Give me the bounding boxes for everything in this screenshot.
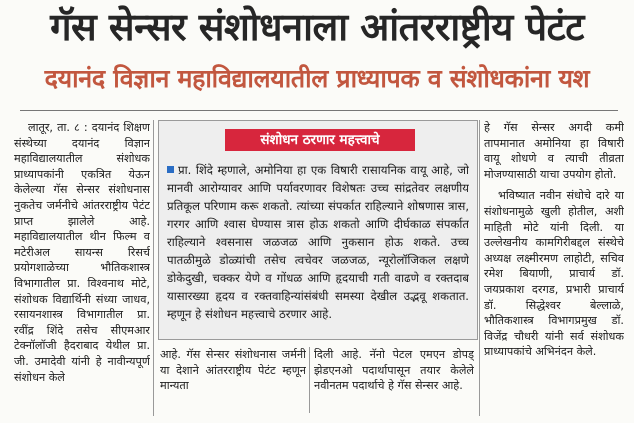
article-bottom-right <box>314 347 474 413</box>
right-para-2: भविष्यात नवीन संधोचे दारे या संशोधनामुळे खुली होतील, अशी माहिती मोटे यांनी दिली. या उल्लेखनीय कामगिरीबद्दल संस्थेचे अध्यक्ष लक्ष्मीरमण लाहोटी, सचिव रमेश बियाणी, प्राचार्य डॉ. जयप्रकाश दरगड, प्रभारी प्राचार्य डॉ. सिद्धेश्वर बेल्लाळे, भौतिकशास्त्र विभागप्रमुख डॉ. विजेंद्र चौधरी यांनी सर्व संशोधक प्राध्यापकांचे अभिनंदन केले. <box>484 189 624 359</box>
bottom-left-text: आहे. गॅस सेन्सर संशोधनास जर्मनी या देशाने आंतरराष्ट्रीय पेटंट म्हणून मान्यता <box>160 348 306 393</box>
article-right-column <box>484 120 624 416</box>
box-text <box>167 161 469 333</box>
article-left-column <box>14 120 150 416</box>
article-bottom-left <box>160 347 306 413</box>
left-column-text: लातूर, ता. ८ : दयानंद शिक्षण संस्थेच्या दयानंद विज्ञान महाविद्यालयातील संशोधक प्राध्यापकांनी एकत्रित येऊन केलेल्या गॅस सेन्सर संशोधनास नुकतेच जर्मनीचे आंतरराष्ट्रीय पेटंट प्राप्त झालेले आहे. महाविद्यालयातील थीन फिल्म व मटेरीअल सायन्स रिसर्च प्रयोगशाळेच्या भौतिकशास्त्र विभागातील प्रा. विश्वनाथ मोटे, संशोधक विद्यार्थिनी संध्या जाधव, रसायनशास्त्र विभागातील प्रा. रवींद्र शिंदे तसेच सीएमआर टेक्नॉलॉजी हैदराबाद येथील प्रा. जी. उमादेवी यांनी हे नावीन्यपूर्ण संशोधन केले <box>14 121 150 384</box>
divider <box>20 110 618 111</box>
column-divider <box>309 347 310 413</box>
box-title: संशोधन ठरणार महत्त्वाचे <box>225 129 415 151</box>
column-divider <box>153 120 154 416</box>
column-divider <box>479 120 480 416</box>
headline: गॅस सेन्सर संशोधनाला आंतरराष्ट्रीय पेटंट <box>50 5 584 49</box>
bottom-right-text: दिली आहे. नॅनो पेटल एमएन डोपड् झेडएनओ पदार्थापासून तयार केलेले नवीनतम पदार्थाचे हे गॅस सेन्सर आहे. <box>314 348 474 393</box>
right-para-1: हे गॅस सेन्सर अगदी कमी तापमानात अमोनिया हा विषारी वायू शोधणे व त्याची तीव्रता मोजण्यासाठी याचा उपयोग होतो. <box>484 121 624 181</box>
highlight-box <box>158 120 478 340</box>
bullet-icon <box>167 166 174 173</box>
subheadline: दयानंद विज्ञान महाविद्यालयातील प्राध्यापक व संशोधकांना यश <box>44 64 590 93</box>
box-body: प्रा. शिंदे म्हणाले, अमोनिया हा एक विषारी रासायनिक वायू आहे, जो मानवी आरोग्यावर आणि पर्यावरणावर विशेषतः उच्च सांद्रतेवर लक्षणीय प्रतिकूल परिणाम करू शकतो. त्यांच्या संपर्कात राहिल्याने शोषणास त्रास, गरगर आणि श्वास घेण्यास त्रास होऊ शकतो आणि दीर्घकाळ संपर्कात राहिल्याने श्वसनास जळजळ आणि नुकसान होऊ शकते. उच्च पातळीमुळे डोळ्यांची तसेच त्वचेवर जळजळ, न्यूरोलॉजिकल लक्षणे डोकेदुखी, चक्कर येणे व गोंधळ आणि हृदयाची गती वाढणे व रक्तदाब यासारख्या हृदय व रक्तवाहिन्यांसंबंधी समस्या देखील उद्भवू शकतात. म्हणून हे संशोधन महत्त्वाचे ठरणार आहे. <box>167 163 469 321</box>
